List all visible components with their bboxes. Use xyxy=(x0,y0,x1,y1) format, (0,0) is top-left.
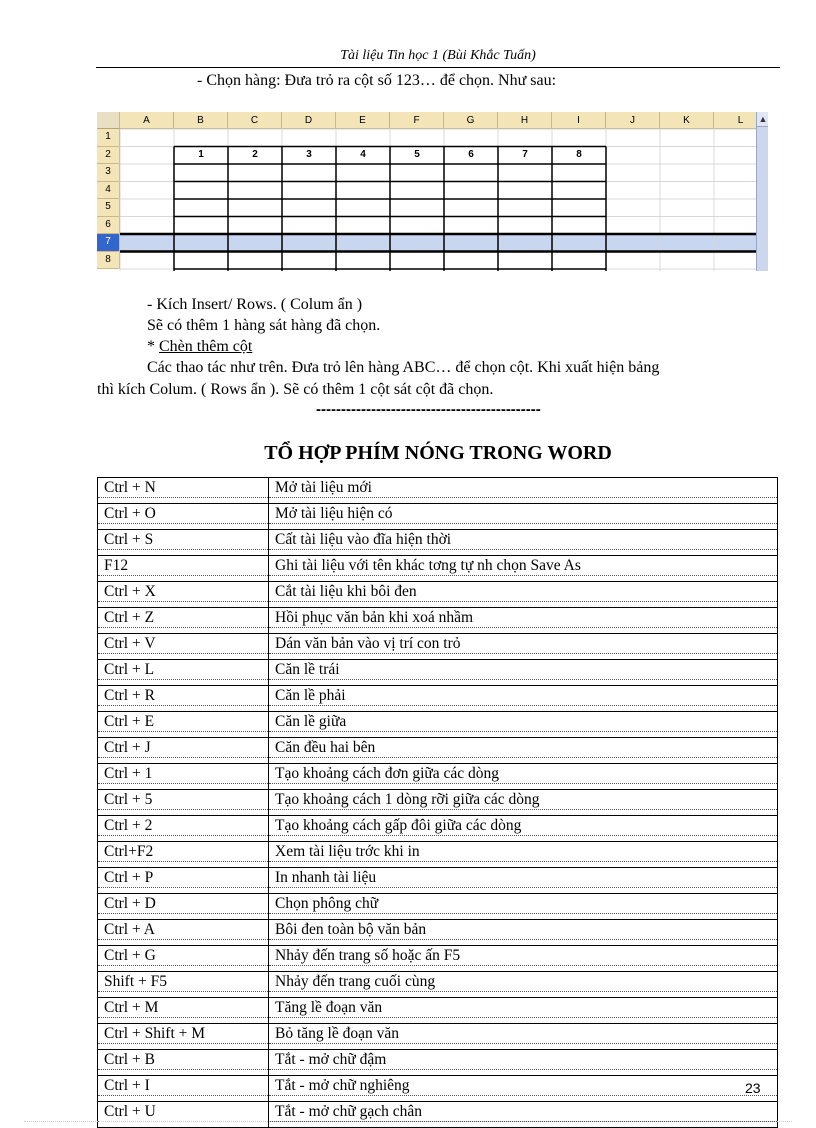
hotkey-cell xyxy=(98,1076,269,1102)
column-steps-line-2: thì kích Colum. ( Rows ẩn ). Sẽ có thêm 1 cột sát cột đã chọn. xyxy=(97,381,494,398)
hotkey-description: Hồi phục văn bản khi xoá nhầm xyxy=(269,608,777,628)
hotkey-key: Ctrl+F2 xyxy=(98,842,268,862)
hotkey-desc-cell xyxy=(269,504,778,530)
table-row xyxy=(98,660,778,686)
hotkey-desc-cell xyxy=(269,790,778,816)
hotkey-cell xyxy=(98,1102,269,1128)
hotkey-key: Ctrl + I xyxy=(98,1076,268,1096)
hotkey-description: Căn lề giữa xyxy=(269,712,777,732)
hotkey-cell xyxy=(98,478,269,504)
hotkey-description: Nhảy đến trang số hoặc ấn F5 xyxy=(269,946,777,966)
cell-value: 2 xyxy=(252,148,258,160)
table-row xyxy=(98,504,778,530)
hotkey-key: Ctrl + Z xyxy=(98,608,268,628)
separator-line: --------------------------------------------- xyxy=(316,401,541,418)
table-row xyxy=(98,998,778,1024)
table-row xyxy=(98,1024,778,1050)
hotkey-description: Tăng lề đoạn văn xyxy=(269,998,777,1018)
hotkey-description: Tắt - mở chữ gạch chân xyxy=(269,1102,777,1122)
column-header: L xyxy=(714,112,768,129)
row-header: 8 xyxy=(97,252,120,270)
row-header: 7 xyxy=(97,234,120,252)
column-header: H xyxy=(498,112,552,129)
column-header: G xyxy=(444,112,498,129)
column-header: B xyxy=(174,112,228,129)
footer-rule xyxy=(24,1121,792,1122)
hotkey-key: Ctrl + B xyxy=(98,1050,268,1070)
intro-line: - Chọn hàng: Đưa trỏ ra cột số 123… để chọn. Như sau: xyxy=(197,72,557,89)
spreadsheet-screenshot xyxy=(97,112,768,271)
table-row xyxy=(98,556,778,582)
hotkey-key: Ctrl + M xyxy=(98,998,268,1018)
hotkey-cell xyxy=(98,790,269,816)
hotkey-description: Căn lề trái xyxy=(269,660,777,680)
hotkey-description: Bỏ tăng lề đoạn văn xyxy=(269,1024,777,1044)
insert-column-title: Chèn thêm cột xyxy=(159,338,253,355)
table-row xyxy=(98,582,778,608)
hotkey-desc-cell xyxy=(269,816,778,842)
table-row xyxy=(98,608,778,634)
hotkey-key: Ctrl + L xyxy=(98,660,268,680)
hotkey-desc-cell xyxy=(269,946,778,972)
hotkey-desc-cell xyxy=(269,764,778,790)
hotkey-key: Ctrl + D xyxy=(98,894,268,914)
hotkey-key: Ctrl + O xyxy=(98,504,268,524)
result-row-text: Sẽ có thêm 1 hàng sát hàng đã chọn. xyxy=(147,317,381,334)
table-row xyxy=(98,842,778,868)
hotkey-desc-cell xyxy=(269,556,778,582)
hotkey-desc-cell xyxy=(269,634,778,660)
hotkey-key: Ctrl + G xyxy=(98,946,268,966)
hotkey-description: In nhanh tài liệu xyxy=(269,868,777,888)
hotkey-key: Ctrl + U xyxy=(98,1102,268,1122)
table-row xyxy=(98,634,778,660)
hotkey-cell xyxy=(98,608,269,634)
hotkey-cell xyxy=(98,1050,269,1076)
hotkey-desc-cell xyxy=(269,712,778,738)
hotkeys-title: TỔ HỢP PHÍM NÓNG TRONG WORD xyxy=(264,442,612,464)
hotkey-cell xyxy=(98,504,269,530)
cell-value: 1 xyxy=(198,148,204,160)
hotkey-description: Xem tài liệu trớc khi in xyxy=(269,842,777,862)
table-row xyxy=(98,1076,778,1102)
hotkey-key: Ctrl + V xyxy=(98,634,268,654)
column-header: K xyxy=(660,112,714,129)
hotkey-key: Ctrl + J xyxy=(98,738,268,758)
hotkey-description: Tạo khoảng cách đơn giữa các dòng xyxy=(269,764,777,784)
column-header: D xyxy=(282,112,336,129)
table-row xyxy=(98,478,778,504)
hotkey-key: Ctrl + A xyxy=(98,920,268,940)
insert-column-heading xyxy=(147,338,252,356)
cell-value: 4 xyxy=(360,148,366,160)
hotkey-cell xyxy=(98,998,269,1024)
hotkey-desc-cell xyxy=(269,738,778,764)
column-header: A xyxy=(120,112,174,129)
row-header: 6 xyxy=(97,217,120,235)
hotkey-desc-cell xyxy=(269,868,778,894)
hotkey-cell xyxy=(98,660,269,686)
table-row xyxy=(98,764,778,790)
hotkey-cell xyxy=(98,894,269,920)
hotkey-desc-cell xyxy=(269,1050,778,1076)
hotkey-desc-cell xyxy=(269,1076,778,1102)
hotkey-key: Ctrl + Shift + M xyxy=(98,1024,268,1044)
hotkey-description: Tạo khoảng cách 1 dòng rỡi giữa các dòng xyxy=(269,790,777,810)
hotkey-description: Tắt - mở chữ nghiêng xyxy=(269,1076,777,1096)
hotkey-cell xyxy=(98,686,269,712)
hotkey-key: Ctrl + N xyxy=(98,478,268,498)
hotkey-description: Căn lề phải xyxy=(269,686,777,706)
hotkey-cell xyxy=(98,816,269,842)
hotkey-description: Căn đều hai bên xyxy=(269,738,777,758)
hotkey-cell xyxy=(98,972,269,998)
hotkey-description: Chọn phông chữ xyxy=(269,894,777,914)
hotkey-key: Shift + F5 xyxy=(98,972,268,992)
row-header: 5 xyxy=(97,199,120,217)
hotkey-description: Bôi đen toàn bộ văn bản xyxy=(269,920,777,940)
hotkey-key: Ctrl + E xyxy=(98,712,268,732)
hotkey-description: Mở tài liệu hiện có xyxy=(269,504,777,524)
hotkey-desc-cell xyxy=(269,842,778,868)
table-row xyxy=(98,1102,778,1128)
hotkey-description: Cất tài liệu vào đĩa hiện thời xyxy=(269,530,777,550)
hotkey-description: Tắt - mở chữ đậm xyxy=(269,1050,777,1070)
hotkey-key: Ctrl + R xyxy=(98,686,268,706)
table-row xyxy=(98,738,778,764)
row-header: 1 xyxy=(97,129,120,147)
column-header: I xyxy=(552,112,606,129)
sheet-grid xyxy=(97,112,756,271)
column-header: C xyxy=(228,112,282,129)
hotkey-key: Ctrl + 5 xyxy=(98,790,268,810)
table-row xyxy=(98,530,778,556)
column-header: J xyxy=(606,112,660,129)
hotkey-key: Ctrl + 1 xyxy=(98,764,268,784)
hotkey-key: Ctrl + X xyxy=(98,582,268,602)
insert-rows-text: - Kích Insert/ Rows. ( Colum ẩn ) xyxy=(147,296,363,313)
hotkey-desc-cell xyxy=(269,608,778,634)
row-header: 3 xyxy=(97,164,120,182)
hotkey-key: Ctrl + P xyxy=(98,868,268,888)
table-row xyxy=(98,816,778,842)
row-header: 2 xyxy=(97,147,120,165)
hotkey-desc-cell xyxy=(269,1102,778,1128)
hotkey-cell xyxy=(98,868,269,894)
hotkey-key: Ctrl + 2 xyxy=(98,816,268,836)
cell-value: 8 xyxy=(576,148,582,160)
hotkey-cell xyxy=(98,738,269,764)
hotkeys-table xyxy=(97,477,778,1128)
table-row xyxy=(98,712,778,738)
hotkey-description: Mở tài liệu mới xyxy=(269,478,777,498)
hotkey-cell xyxy=(98,946,269,972)
hotkey-cell xyxy=(98,634,269,660)
table-row xyxy=(98,972,778,998)
hotkey-description: Cắt tài liệu khi bôi đen xyxy=(269,582,777,602)
hotkey-cell xyxy=(98,842,269,868)
bullet-prefix: * xyxy=(147,338,159,355)
hotkey-key: Ctrl + S xyxy=(98,530,268,550)
hotkey-description: Nhảy đến trang cuối cùng xyxy=(269,972,777,992)
hotkey-cell xyxy=(98,1024,269,1050)
hotkey-desc-cell xyxy=(269,660,778,686)
hotkey-cell xyxy=(98,556,269,582)
page-number: 23 xyxy=(745,1080,761,1096)
row-header: 4 xyxy=(97,182,120,200)
hotkey-desc-cell xyxy=(269,478,778,504)
hotkey-description: Ghi tài liệu với tên khác tơng tự nh chọn Save As xyxy=(269,556,777,576)
vertical-scrollbar[interactable] xyxy=(756,112,768,271)
column-steps-line-1: Các thao tác như trên. Đưa trỏ lên hàng ABC… để chọn cột. Khi xuất hiện bảng xyxy=(147,359,660,376)
hotkey-desc-cell xyxy=(269,972,778,998)
hotkey-cell xyxy=(98,712,269,738)
hotkey-desc-cell xyxy=(269,686,778,712)
scroll-up-icon[interactable]: ▲ xyxy=(757,112,768,127)
hotkey-desc-cell xyxy=(269,998,778,1024)
hotkey-cell xyxy=(98,582,269,608)
hotkey-cell xyxy=(98,920,269,946)
table-row xyxy=(98,790,778,816)
column-header: F xyxy=(390,112,444,129)
hotkey-key: F12 xyxy=(98,556,268,576)
column-header: E xyxy=(336,112,390,129)
cell-value: 6 xyxy=(468,148,474,160)
hotkey-description: Tạo khoảng cách gấp đôi giữa các dòng xyxy=(269,816,777,836)
table-row xyxy=(98,868,778,894)
hotkey-desc-cell xyxy=(269,920,778,946)
table-row xyxy=(98,920,778,946)
hotkey-desc-cell xyxy=(269,894,778,920)
hotkey-desc-cell xyxy=(269,582,778,608)
cell-value: 3 xyxy=(306,148,312,160)
cell-value: 5 xyxy=(414,148,420,160)
hotkey-desc-cell xyxy=(269,1024,778,1050)
header-rule xyxy=(96,67,780,68)
hotkey-cell xyxy=(98,530,269,556)
hotkey-cell xyxy=(98,764,269,790)
table-row xyxy=(98,1050,778,1076)
table-row xyxy=(98,894,778,920)
cell-value: 7 xyxy=(522,148,528,160)
table-row xyxy=(98,686,778,712)
page-header: Tài liệu Tin học 1 (Bùi Khắc Tuấn) xyxy=(340,48,536,63)
table-row xyxy=(98,946,778,972)
hotkey-description: Dán văn bản vào vị trí con trỏ xyxy=(269,634,777,654)
hotkey-desc-cell xyxy=(269,530,778,556)
